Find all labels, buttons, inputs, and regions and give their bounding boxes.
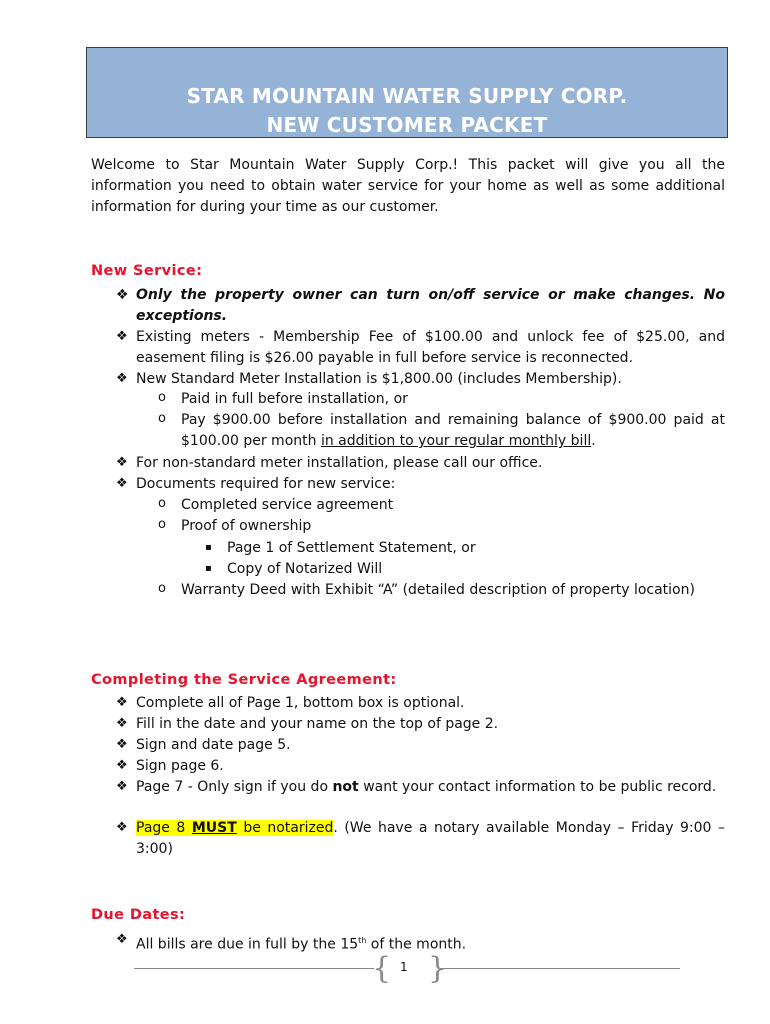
diamond-bullet-icon: ❖: [116, 716, 128, 731]
due-dates-heading: Due Dates:: [91, 907, 186, 923]
owner-note: Only the property owner can turn on/off service or make changes. No exceptions.: [136, 287, 725, 324]
footer-rule-left: [134, 968, 374, 969]
diamond-bullet-icon: ❖: [116, 932, 128, 947]
diamond-bullet-icon: ❖: [116, 758, 128, 773]
footer-rule-right: [440, 968, 680, 969]
agreement-item-4: Sign page 6.: [136, 758, 224, 774]
circle-bullet-icon: o: [158, 390, 166, 405]
not-emphasis: not: [332, 779, 359, 795]
left-brace-icon: {: [372, 951, 392, 986]
standard-install-item: New Standard Meter Installation is $1,800.00 (includes Membership).: [136, 371, 622, 387]
circle-bullet-icon: o: [158, 581, 166, 596]
circle-bullet-icon: o: [158, 517, 166, 532]
intro-paragraph: Welcome to Star Mountain Water Supply Corp.! This packet will give you all the information you need to obtain water service for your home as well as some additional information for during your time as our customer.: [91, 157, 725, 215]
title-line-1: STAR MOUNTAIN WATER SUPPLY CORP.: [186, 84, 628, 108]
diamond-bullet-icon: ❖: [116, 779, 128, 794]
agreement-item-5: Page 7 - Only sign if you do not want your contact information to be public record.: [136, 779, 717, 795]
doc-settlement-item: Page 1 of Settlement Statement, or: [227, 540, 476, 556]
agreement-item-1: Complete all of Page 1, bottom box is optional.: [136, 695, 465, 711]
right-brace-icon: }: [428, 951, 448, 986]
page-number: 1: [400, 960, 408, 974]
diamond-bullet-icon: ❖: [116, 737, 128, 752]
nonstandard-item: For non-standard meter installation, please call our office.: [136, 455, 543, 471]
option-partial-underlined: in addition to your regular monthly bill: [320, 433, 592, 449]
diamond-bullet-icon: ❖: [116, 287, 129, 303]
title-banner: [86, 47, 728, 138]
notarize-highlight: Page 8 MUST be notarized: [136, 820, 334, 836]
circle-bullet-icon: o: [158, 411, 166, 426]
agreement-heading: Completing the Service Agreement:: [91, 672, 397, 688]
square-bullet-icon: ▪: [205, 563, 212, 574]
diamond-bullet-icon: ❖: [116, 820, 128, 835]
existing-meters-item: Existing meters - Membership Fee of $100.00 and unlock fee of $25.00, and easement filing is $26.00 payable in full before service is reconnected.: [136, 329, 725, 366]
doc-will-item: Copy of Notarized Will: [227, 561, 383, 577]
circle-bullet-icon: o: [158, 496, 166, 511]
doc-deed-item: Warranty Deed with Exhibit “A” (detailed description of property location): [181, 582, 695, 598]
diamond-bullet-icon: ❖: [116, 329, 128, 344]
documents-item: Documents required for new service:: [136, 476, 396, 492]
doc-ownership-item: Proof of ownership: [181, 518, 312, 534]
diamond-bullet-icon: ❖: [116, 455, 128, 470]
diamond-bullet-icon: ❖: [116, 695, 128, 710]
option-full-item: Paid in full before installation, or: [181, 391, 408, 407]
due-dates-item: All bills are due in full by the 15th of the month.: [136, 936, 467, 953]
square-bullet-icon: ▪: [205, 542, 212, 553]
diamond-bullet-icon: ❖: [116, 476, 128, 491]
new-service-heading: New Service:: [91, 263, 203, 279]
agreement-item-6: Page 8 MUST be notarized. (We have a notary available Monday – Friday 9:00 – 3:00): [136, 820, 725, 857]
agreement-item-3: Sign and date page 5.: [136, 737, 291, 753]
option-partial-item: Pay $900.00 before installation and remaining balance of $900.00 paid at $100.00 per month in addition to your regular monthly bill.: [181, 412, 725, 449]
agreement-item-2: Fill in the date and your name on the top of page 2.: [136, 716, 499, 732]
title-line-2: NEW CUSTOMER PACKET: [266, 113, 548, 137]
doc-agreement-item: Completed service agreement: [181, 497, 394, 513]
diamond-bullet-icon: ❖: [116, 371, 128, 386]
